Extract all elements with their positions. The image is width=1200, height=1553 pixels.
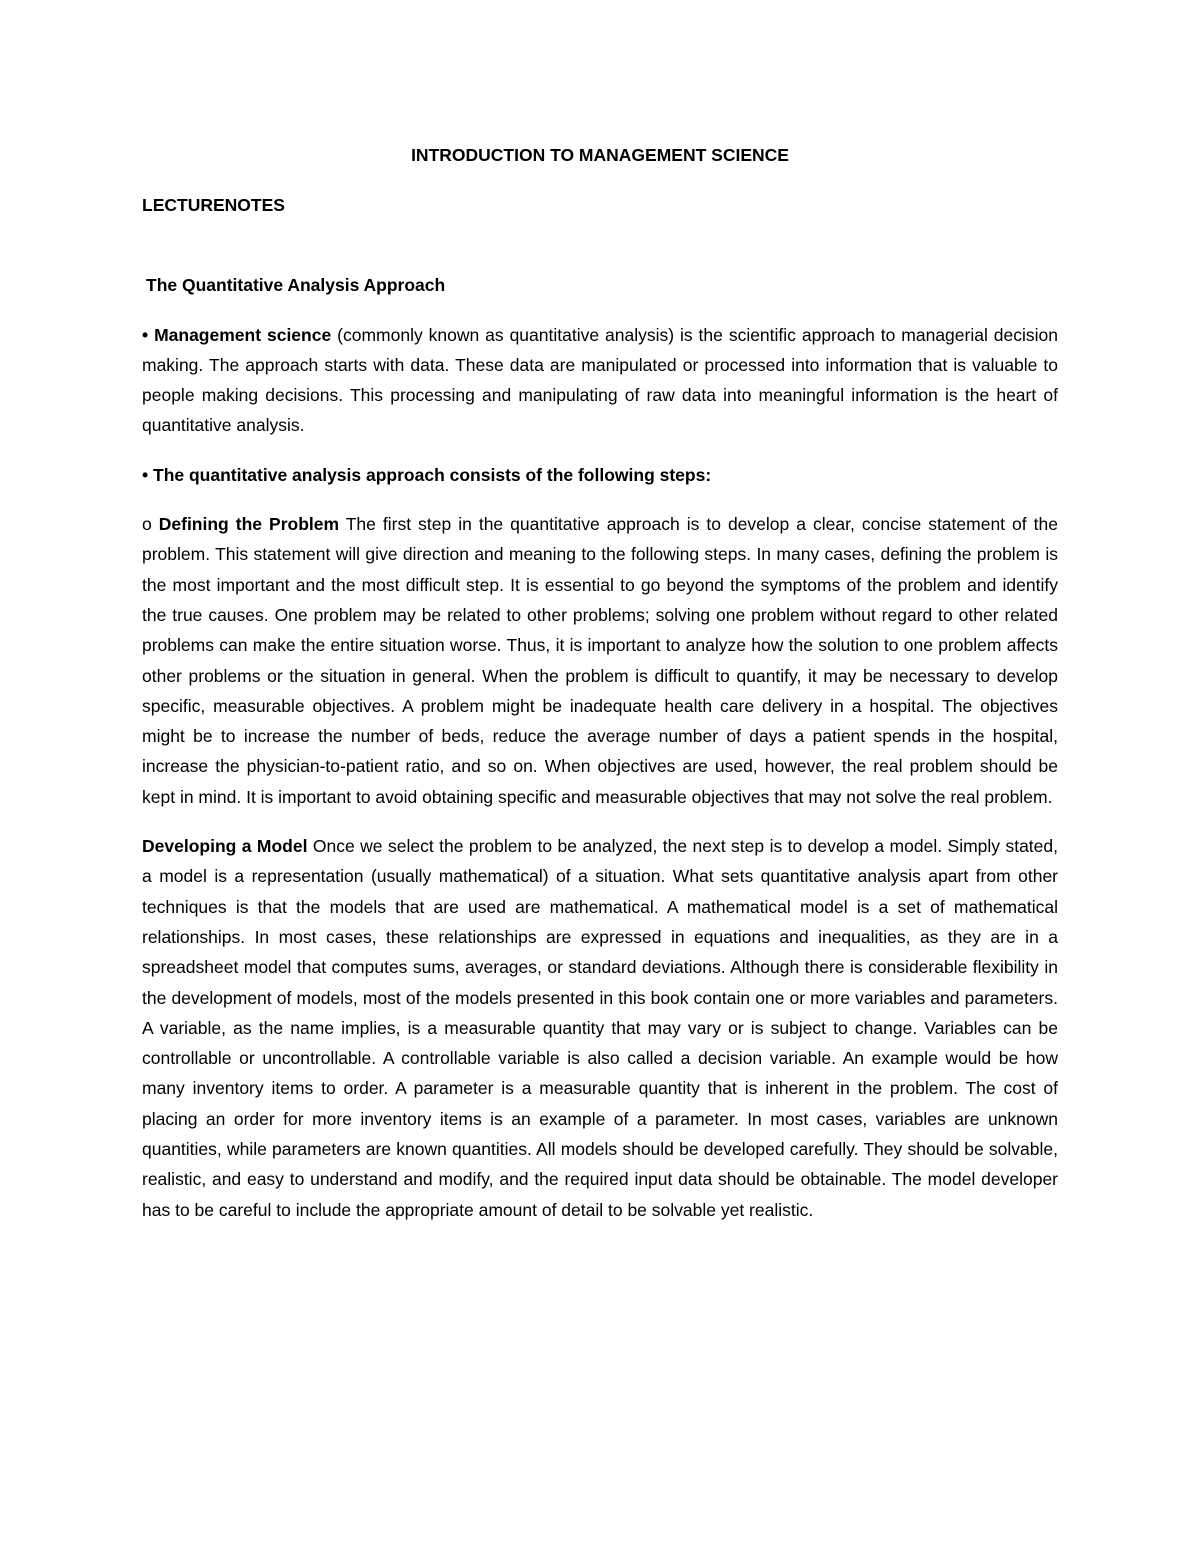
paragraph-steps-intro bbox=[142, 460, 1058, 490]
paragraph-text: (commonly known as quantitative analysis) is the scientific approach to managerial decision making. The approach starts with data. These data are manipulated or processed into information that is valuable to people making decisions. This processing and manipulating of raw data into meaningful information is the heart of quantitative analysis. bbox=[142, 324, 1058, 436]
sub-bullet-icon: o bbox=[142, 514, 152, 535]
term-management-science: Management science bbox=[154, 324, 332, 345]
paragraph-defining-problem bbox=[142, 509, 1058, 812]
bullet-icon: • bbox=[142, 324, 149, 345]
document-title: INTRODUCTION TO MANAGEMENT SCIENCE bbox=[411, 145, 789, 165]
term-defining-problem: Defining the Problem bbox=[158, 514, 340, 535]
document-page bbox=[142, 140, 1058, 1225]
paragraph-text: Once we select the problem to be analyzed, the next step is to develop a model. Simply stated, a model is a representation (usually mathematical) of a situation. What sets quantitative analysis apart from other techniques is that the models that are used are mathematical. A mathematical model is a set of mathematical relationships. In most cases, these relationships are expressed in equations and inequalities, as they are in a spreadsheet model that computes sums, averages, or standard deviations. Although there is considerable flexibility in the development of models, most of the models presented in this book contain one or more variables and parameters. A variable, as the name implies, is a measurable quantity that may vary or is subject to change. Variables can be controllable or uncontrollable. A controllable variable is also called a decision variable. An example would be how many inventory items to order. A parameter is a measurable quantity that is inherent in the problem. The cost of placing an order for more inventory items is an example of a parameter. In most cases, variables are unknown quantities, while parameters are known quantities. All models should be developed carefully. They should be solvable, realistic, and easy to understand and modify, and the required input data should be obtainable. The model developer has to be careful to include the appropriate amount of detail to be solvable yet realistic. bbox=[142, 836, 1058, 1220]
paragraph-text: The quantitative analysis approach consists of the following steps: bbox=[153, 464, 712, 485]
section-heading: The Quantitative Analysis Approach bbox=[146, 275, 446, 296]
paragraph-text: The first step in the quantitative approach is to develop a clear, concise statement of the problem. This statement will give direction and meaning to the following steps. In many cases, defining the problem is the most important and the most difficult step. It is essential to go beyond the symptoms of the problem and identify the true causes. One problem may be related to other problems; solving one problem without regard to other related problems can make the entire situation worse. Thus, it is important to analyze how the solution to one problem affects other problems or the situation in general. When the problem is difficult to quantify, it may be necessary to develop specific, measurable objectives. A problem might be inadequate health care delivery in a hospital. The objectives might be to increase the number of beds, reduce the average number of days a patient spends in the hospital, increase the physician-to-patient ratio, and so on. When objectives are used, however, the real problem should be kept in mind. It is important to avoid obtaining specific and measurable objectives that may not solve the real problem. bbox=[142, 514, 1058, 807]
bullet-icon: • bbox=[142, 464, 149, 485]
paragraph-developing-model bbox=[142, 831, 1058, 1225]
term-developing-model: Developing a Model bbox=[142, 836, 308, 857]
document-subtitle: LECTURENOTES bbox=[142, 195, 285, 215]
paragraph-management-science bbox=[142, 320, 1058, 441]
